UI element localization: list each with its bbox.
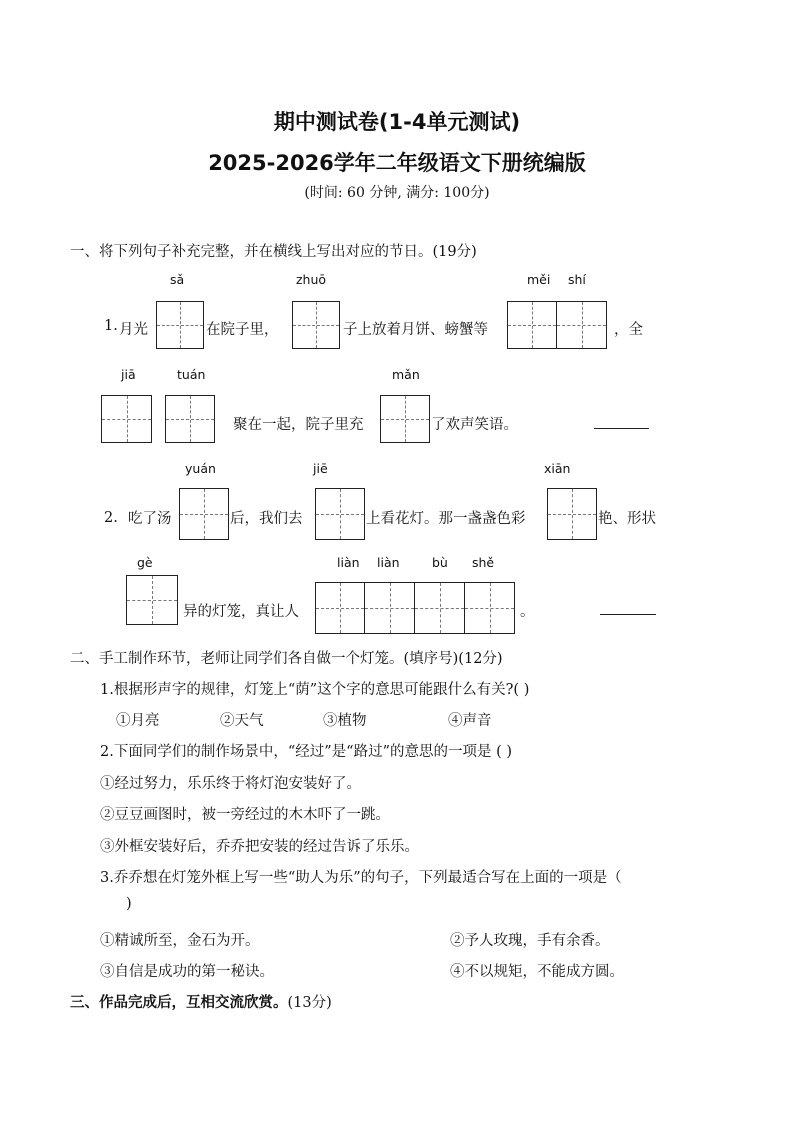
question-text: 了欢声笑语。 bbox=[431, 417, 518, 433]
option: ③植物 bbox=[323, 713, 367, 729]
option: ①月亮 bbox=[116, 713, 160, 729]
pinyin: zhuō bbox=[296, 272, 327, 287]
option: ②豆豆画图时，被一旁经过的木木吓了一跳。 bbox=[100, 807, 390, 823]
question-text: 1.根据形声字的规律，灯笼上“荫”这个字的意思可能跟什么有关?( ) bbox=[100, 682, 530, 698]
exam-title: 期中测试卷(1-4单元测试) bbox=[273, 110, 521, 134]
question-text: 聚在一起，院子里充 bbox=[233, 417, 364, 433]
festival-answer-blank[interactable] bbox=[600, 614, 656, 615]
question-text: 吃了汤 bbox=[128, 511, 172, 527]
option: ②予人玫瑰，手有余香。 bbox=[450, 933, 610, 949]
question-text: 后，我们去 bbox=[230, 511, 303, 527]
section3-heading bbox=[70, 991, 332, 1012]
question-number: 2. bbox=[104, 510, 118, 526]
pinyin: xiān bbox=[544, 461, 571, 476]
writing-grid[interactable] bbox=[292, 301, 340, 349]
option: ①经过努力，乐乐终于将灯泡安装好了。 bbox=[100, 776, 361, 792]
writing-grid[interactable] bbox=[101, 395, 152, 443]
question-text: ) bbox=[126, 896, 132, 912]
option: ④声音 bbox=[448, 713, 492, 729]
pinyin: shě bbox=[472, 555, 495, 570]
pinyin: yuán bbox=[185, 461, 216, 476]
exam-time-info: (时间: 60 分钟, 满分: 100分) bbox=[304, 185, 490, 201]
section3-title: 三、作品完成后，互相交流欣赏。 bbox=[70, 994, 288, 1011]
question-number: 1. bbox=[104, 318, 118, 334]
question-text: 子上放着月饼、螃蟹等 bbox=[343, 322, 488, 338]
section2-heading: 二、手工制作环节，老师让同学们各自做一个灯笼。(填序号)(12分) bbox=[70, 651, 503, 667]
pinyin: gè bbox=[137, 555, 153, 570]
festival-answer-blank[interactable] bbox=[594, 428, 649, 429]
pinyin: liàn bbox=[337, 555, 360, 570]
writing-grid[interactable] bbox=[165, 395, 215, 443]
question-text: 异的灯笼，真让人 bbox=[183, 604, 299, 620]
pinyin: tuán bbox=[177, 367, 206, 382]
writing-grid[interactable] bbox=[315, 488, 365, 540]
writing-grid[interactable] bbox=[156, 301, 204, 349]
question-text: 在院子里， bbox=[206, 322, 279, 338]
option: ②天气 bbox=[220, 713, 264, 729]
option: ①精诚所至，金石为开。 bbox=[100, 933, 260, 949]
option: ④不以规矩，不能成方圆。 bbox=[450, 964, 624, 980]
exam-subtitle: 2025-2026学年二年级语文下册统编版 bbox=[208, 151, 586, 175]
question-text: 上看花灯。那一盏盏色彩 bbox=[366, 511, 526, 527]
question-text: 艳、形状 bbox=[598, 511, 656, 527]
writing-grid[interactable] bbox=[507, 301, 607, 349]
pinyin: liàn bbox=[377, 555, 400, 570]
question-text: 2.下面同学们的制作场景中，“经过”是“路过”的意思的一项是 ( ) bbox=[100, 744, 513, 760]
question-text: ，全 bbox=[614, 322, 643, 338]
writing-grid[interactable] bbox=[380, 395, 430, 443]
pinyin: mǎn bbox=[392, 367, 420, 382]
question-text: 3.乔乔想在灯笼外框上写一些“助人为乐”的句子，下列最适合写在上面的一项是（ bbox=[100, 870, 622, 886]
section1-heading: 一、将下列句子补充完整，并在横线上写出对应的节日。(19分) bbox=[70, 244, 477, 260]
pinyin: měi bbox=[527, 272, 551, 287]
writing-grid[interactable] bbox=[315, 582, 515, 634]
writing-grid[interactable] bbox=[126, 575, 178, 625]
option: ③自信是成功的第一秘诀。 bbox=[100, 964, 274, 980]
section3-score: (13分) bbox=[287, 995, 332, 1011]
question-text: 。 bbox=[520, 604, 535, 620]
writing-grid[interactable] bbox=[547, 488, 597, 540]
pinyin: bù bbox=[432, 555, 448, 570]
writing-grid[interactable] bbox=[179, 488, 229, 540]
pinyin: jiē bbox=[313, 461, 328, 476]
pinyin: sǎ bbox=[170, 272, 185, 287]
pinyin: jiā bbox=[121, 367, 136, 382]
question-text: 月光 bbox=[119, 322, 148, 338]
pinyin: shí bbox=[568, 272, 586, 287]
option: ③外框安装好后，乔乔把安装的经过告诉了乐乐。 bbox=[100, 839, 419, 855]
